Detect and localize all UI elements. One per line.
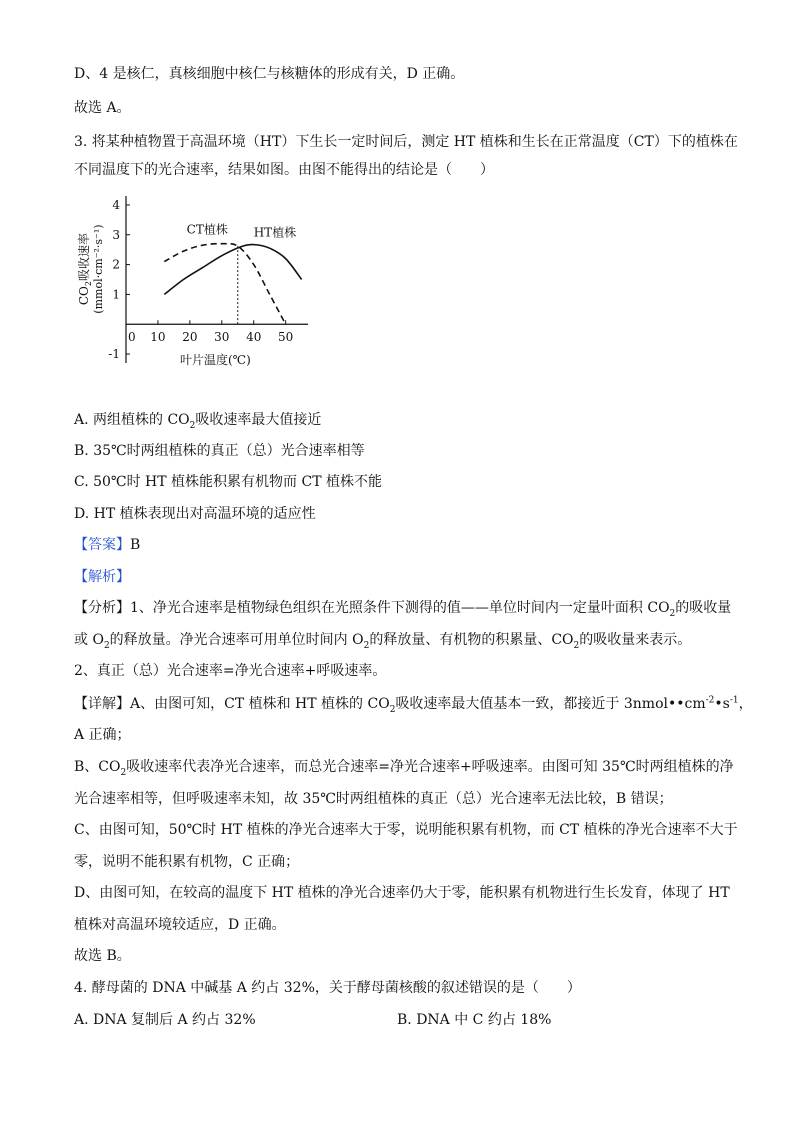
q3-answer: [74, 535, 140, 555]
y-axis-title-main: $CO_2$吸收速率: [77, 232, 93, 306]
ct-series-line: [164, 244, 285, 325]
x-tick-label: 50: [278, 330, 294, 345]
detail-conclusion: 故选 B。: [74, 948, 131, 964]
prev-conclusion: 故选 A。: [74, 100, 131, 116]
q3-option-a: A. 两组植株的 $CO_2$吸收速率最大值接近: [74, 412, 322, 431]
ht-series-line: [164, 245, 301, 295]
y-tick-label: -1: [108, 347, 120, 362]
prev-option-d-explanation: D、4 是核仁，真核细胞中核仁与核糖体的形成有关，D 正确。: [74, 66, 465, 82]
x-tick-label: 30: [214, 330, 230, 345]
q3-option-c: C. 50℃时 HT 植株能积累有机物而 CT 植株不能: [74, 474, 382, 490]
analysis-tag: 【解析】: [74, 569, 130, 585]
y-axis-title-unit: (mmol·cm⁻²·s⁻¹): [92, 224, 105, 314]
y-tick-label: 1: [112, 287, 120, 302]
x-axis-title: 叶片温度(℃): [180, 353, 251, 367]
y-axis-title: [76, 224, 105, 313]
detail-a-line2: A 正确；: [74, 727, 131, 743]
x-tick-label: 40: [246, 330, 262, 345]
x-tick-label: 10: [150, 330, 166, 345]
q4-stem: 4. 酵母菌的 DNA 中碱基 A 约占 32%，关于酵母菌核酸的叙述错误的是（ ）: [74, 980, 581, 996]
detail-a-line1: 【详解】A、由图可知，CT 植株和 HT 植株的 $CO_2$吸收速率最大值基本一致，都接近于 $3nmol••cm^{-2}•s^{-1}$，: [74, 695, 753, 715]
x-tick-label: 0: [128, 330, 136, 345]
fenxi-line2: 或 $O_2$的释放量。净光合速率可用单位时间内 $O_2$的释放量、有机物的积累量、$CO_2$的吸收量来表示。: [74, 632, 692, 651]
y-tick-label: 4: [112, 197, 120, 212]
q4-option-a: A. DNA 复制后 A 约占 32%: [74, 1012, 256, 1028]
photosynthesis-chart: [74, 192, 324, 367]
q3-option-b: B. 35℃时两组植株的真正（总）光合速率相等: [74, 443, 365, 459]
q3-option-d: D. HT 植株表现出对高温环境的适应性: [74, 506, 316, 522]
y-tick-label: 3: [112, 227, 120, 242]
detail-d-line1: D、由图可知，在较高的温度下 HT 植株的净光合速率仍大于零，能积累有机物进行生长发育，体现了 HT: [74, 885, 730, 901]
fenxi-line3: 2、真正（总）光合速率=净光合速率+呼吸速率。: [74, 663, 387, 679]
detail-d-line2: 植株对高温环境较适应，D 正确。: [74, 917, 286, 933]
x-tick-label: 20: [182, 330, 198, 345]
q4-option-b: B. DNA 中 C 约占 18%: [397, 1012, 552, 1028]
q3-stem-line2: 不同温度下的光合速率，结果如图。由图不能得出的结论是（ ）: [74, 162, 494, 178]
answer-value: B: [130, 537, 141, 553]
q3-stem-line1: 3. 将某种植物置于高温环境（HT）下生长一定时间后，测定 HT 植株和生长在正常温度（CT）下的植株在: [74, 134, 738, 150]
ht-series-label: HT植株: [253, 225, 297, 240]
answer-tag: 【答案】: [74, 537, 130, 553]
fenxi-line1: 【分析】1、净光合速率是植物绿色组织在光照条件下测得的值——单位时间内一定量叶面积 $CO_2$的吸收量: [74, 600, 732, 619]
y-tick-label: 2: [112, 257, 120, 272]
detail-b-line2: 光合速率相等，但呼吸速率未知，故 35℃时两组植株的真正（总）光合速率无法比较，B 错误；: [74, 791, 673, 807]
detail-c-line2: 零，说明不能积累有机物，C 正确；: [74, 854, 300, 870]
ct-series-label: CT植株: [186, 222, 228, 237]
detail-c-line1: C、由图可知，50℃时 HT 植株的净光合速率大于零，说明能积累有机物，而 CT 植株的净光合速率不大于: [74, 822, 738, 838]
detail-b-line1: B、$CO_2$吸收速率代表净光合速率，而总光合速率=净光合速率+呼吸速率。由图可知 35℃时两组植株的净: [74, 759, 734, 778]
